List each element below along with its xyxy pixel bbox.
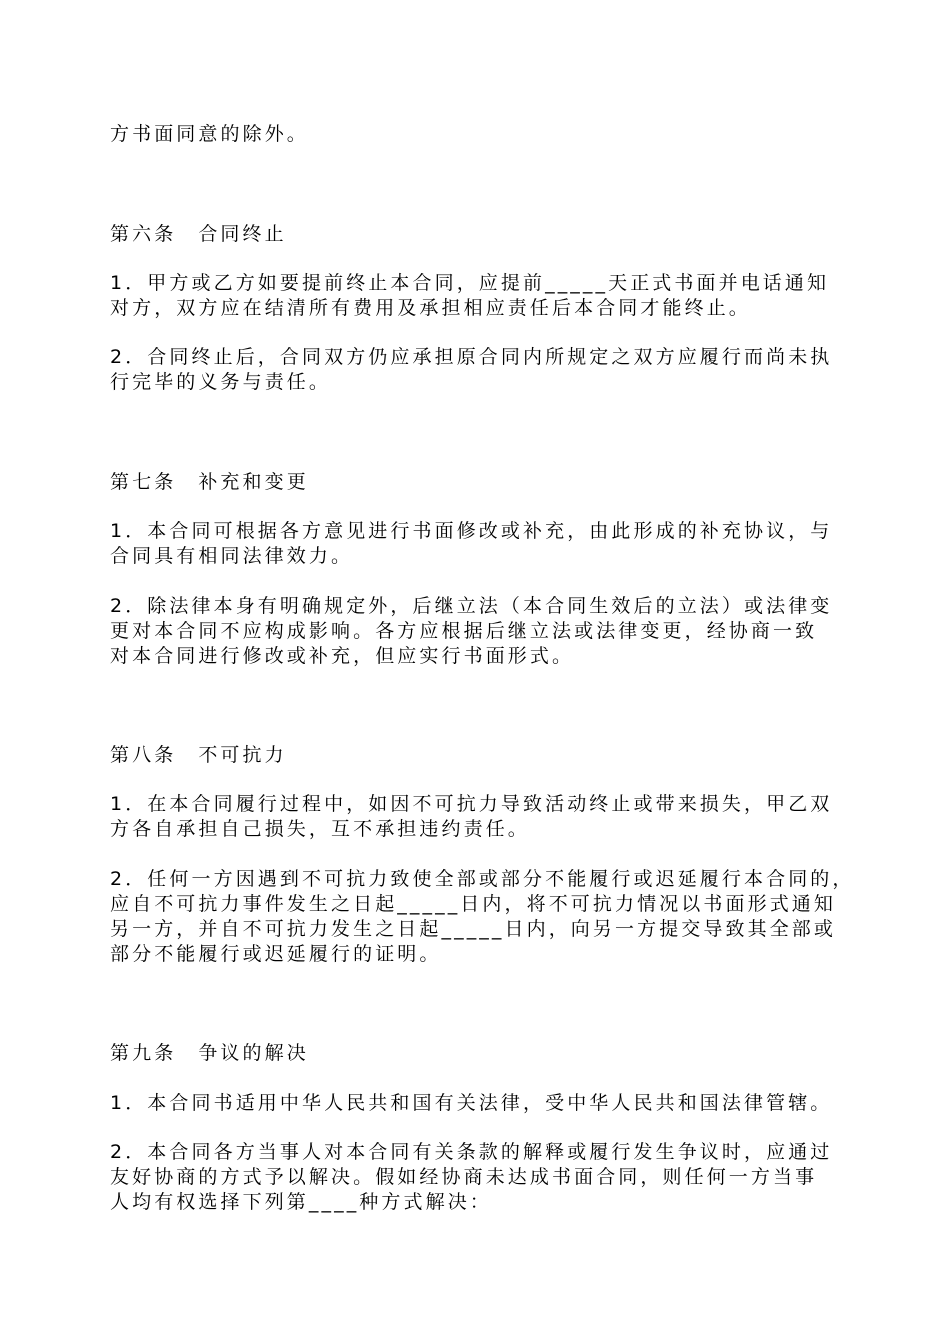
paragraph-line: 应自不可抗力事件发生之日起_____日内，将不可抗力情况以书面形式通知 [110,893,837,915]
section-8-heading [110,743,287,767]
paragraph-line: 1．本合同可根据各方意见进行书面修改或补充，由此形成的补充协议，与 [110,520,833,542]
paragraph-line: 对方，双方应在结清所有费用及承担相应责任后本合同才能终止。 [110,297,751,319]
section-number: 第九条 [110,1042,177,1064]
section-number: 第六条 [110,223,177,245]
paragraph-line: 2．合同终止后，合同双方仍应承担原合同内所规定之双方应履行而尚未执 [110,346,833,368]
section-number: 第七条 [110,471,177,493]
paragraph-line: 对本合同进行修改或补充，但应实行书面形式。 [110,645,575,667]
paragraph-line: 1．本合同书适用中华人民共和国有关法律，受中华人民共和国法律管辖。 [110,1092,833,1114]
section-title: 补充和变更 [198,471,309,493]
paragraph-line: 1．在本合同履行过程中，如因不可抗力导致活动终止或带来损失，甲乙双 [110,793,833,815]
section-7-heading [110,470,309,494]
paragraph-line: 方各自承担自己损失，互不承担违约责任。 [110,818,530,840]
paragraph-line: 行完毕的义务与责任。 [110,371,332,393]
section-number: 第八条 [110,744,177,766]
section-title: 争议的解决 [198,1042,309,1064]
paragraph-line: 1．甲方或乙方如要提前终止本合同，应提前_____天正式书面并电话通知 [110,272,830,294]
paragraph-line: 友好协商的方式予以解决。假如经协商未达成书面合同，则任何一方当事 [110,1166,818,1188]
paragraph-line: 2．任何一方因遇到不可抗力致使全部或部分不能履行或迟延履行本合同的， [110,868,855,890]
section-title: 不可抗力 [198,744,287,766]
paragraph-line: 另一方，并自不可抗力发生之日起_____日内，向另一方提交导致其全部或 [110,918,837,940]
paragraph-line: 2．除法律本身有明确规定外，后继立法（本合同生效后的立法）或法律变 [110,595,833,617]
paragraph-line: 更对本合同不应构成影响。各方应根据后继立法或法律变更，经协商一致 [110,620,818,642]
section-6-heading [110,222,287,246]
paragraph-line: 合同具有相同法律效力。 [110,545,354,567]
section-9-heading [110,1041,309,1065]
continuation-text: 方书面同意的除外。 [110,123,309,145]
paragraph-line: 人均有权选择下列第____种方式解决： [110,1191,492,1213]
section-title: 合同终止 [198,223,287,245]
paragraph-line: 部分不能履行或迟延履行的证明。 [110,943,442,965]
paragraph-line: 2．本合同各方当事人对本合同有关条款的解释或履行发生争议时，应通过 [110,1141,833,1163]
